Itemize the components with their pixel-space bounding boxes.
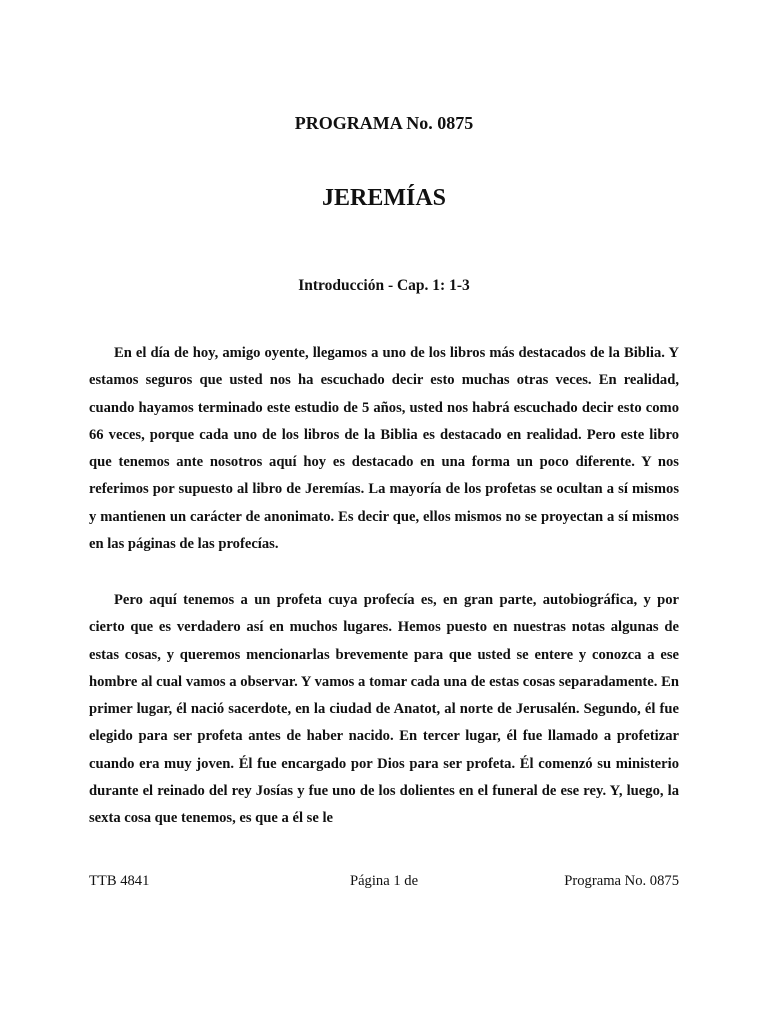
book-title: JEREMÍAS (321, 185, 447, 211)
footer-program-code: TTB 4841 (89, 873, 150, 889)
program-title: PROGRAMA No. 0875 (294, 113, 474, 133)
footer-program-number: Programa No. 0875 (564, 873, 679, 889)
body-paragraph-1: En el día de hoy, amigo oyente, llegamos a uno de los libros más destacados de la Biblia. Y estamos seguros que usted nos ha escuchado decir esto muchas otras veces. En realidad, cuando hayamos terminado este estudio de 5 años, usted nos habrá escuchado decir esto como 66 veces, porque cada uno de los libros de la Biblia es destacado en realidad. Pero este libro que tenemos ante nosotros aquí hoy es destacado en una forma un poco diferente. Y nos referimos por supuesto al libro de Jeremías. La mayoría de los profetas se ocultan a sí mismos y mantienen un carácter de anonimato. Es decir que, ellos mismos no se proyectan a sí mismos en las páginas de las profecías. (89, 345, 679, 553)
page-footer (89, 872, 679, 892)
chapter-title: Introducción - Cap. 1: 1-3 (298, 277, 470, 294)
body-paragraph-2: Pero aquí tenemos a un profeta cuya profecía es, en gran parte, autobiográfica, y por cierto que es verdadero así en muchos lugares. Hemos puesto en nuestras notas algunas de estas cosas, y queremos mencionarlas brevemente para que usted se entere y conozca a ese hombre al cual vamos a observar. Y vamos a tomar cada una de estas cosas separadamente. En primer lugar, él nació sacerdote, en la ciudad de Anatot, al norte de Jerusalén. Segundo, él fue elegido para ser profeta antes de haber nacido. En tercer lugar, él fue llamado a profetizar cuando era muy joven. Él fue encargado por Dios para ser profeta. Él comenzó su ministerio durante el reinado del rey Josías y fue uno de los dolientes en el funeral de ese rey. Y, luego, la sexta cosa que tenemos, es que a él se le (89, 592, 679, 827)
footer-page-number: Página 1 de (349, 873, 419, 889)
